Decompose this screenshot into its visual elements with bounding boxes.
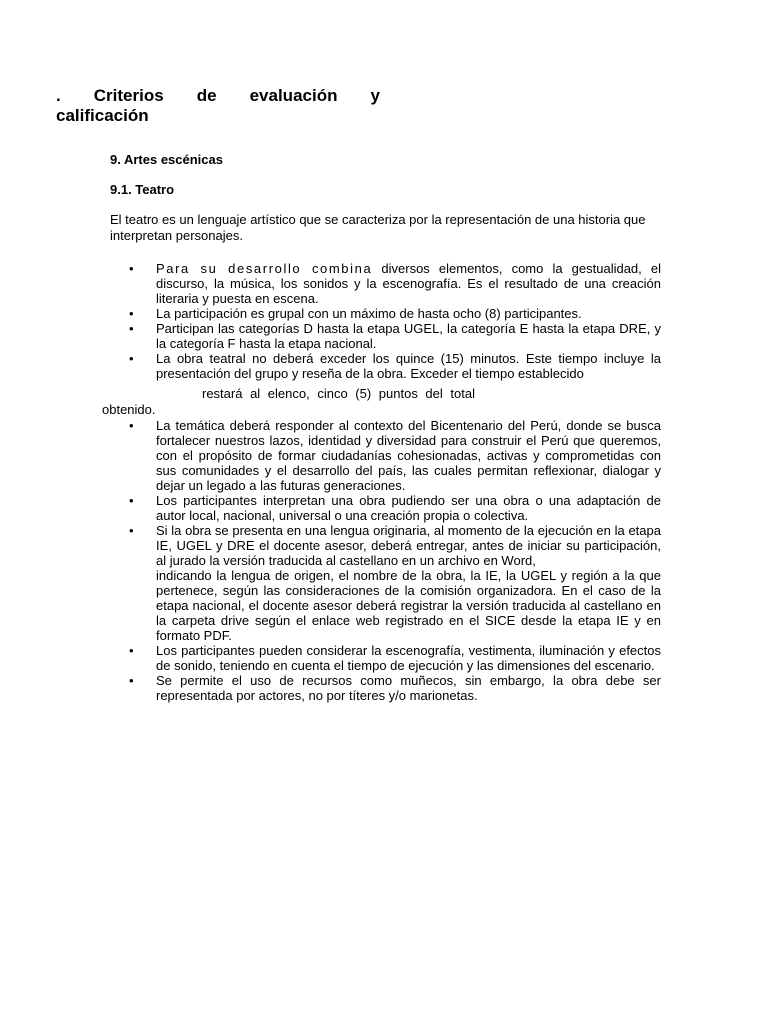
heading-word: y	[370, 86, 380, 105]
continuation-end: obtenido.	[102, 402, 156, 417]
list-item	[127, 418, 661, 493]
list-item	[127, 673, 661, 703]
bullet-text: Si la obra se presenta en una lengua originaria, al momento de la ejecución en la etapa IE, UGEL y DRE el docente asesor, deberá entregar, antes de iniciar su participación, al jurado la versión traducida al castellano en un archivo en Word,	[156, 523, 661, 568]
list-item	[127, 493, 661, 523]
bullet-list-a	[127, 261, 661, 381]
intro-paragraph: El teatro es un lenguaje artístico que se caracteriza por la representación de una historia que interpretan personajes.	[110, 212, 646, 243]
heading-word: .	[56, 86, 61, 105]
bullet-icon: •	[129, 351, 134, 366]
list-item	[127, 306, 661, 321]
bullet-text-spaced: Para su desarrollo combina	[156, 261, 373, 276]
bullet-text: Los participantes interpretan una obra pudiendo ser una obra o una adaptación de autor local, nacional, universal o una creación propia o colectiva.	[156, 493, 661, 523]
heading-line-1	[56, 86, 380, 106]
list-item	[127, 643, 661, 673]
section-heading	[56, 86, 380, 126]
bullet-text: La temática deberá responder al contexto del Bicentenario del Perú, donde se busca fortalecer nuestros lazos, identidad y diversidad para construir el Perú que queremos, con el propósito de formar ciudadanías cohesionadas, activas y comprometidas con sus comunidades y el desarrollo del país, las cuales permitan reflexionar, dialogar y dejar un legado a las futuras generaciones.	[156, 418, 661, 493]
section-title: 9. Artes escénicas	[110, 152, 223, 167]
bullet-icon: •	[129, 673, 134, 688]
list-item	[127, 523, 661, 643]
bullet-text: Participan las categorías D hasta la etapa UGEL, la categoría E hasta la etapa DRE, y la categoría F hasta la etapa nacional.	[156, 321, 661, 351]
bullet-list-b	[127, 418, 661, 703]
bullet-text: La participación es grupal con un máximo de hasta ocho (8) participantes.	[156, 306, 582, 321]
heading-line-2: calificación	[56, 106, 149, 125]
bullet-text: Los participantes pueden considerar la escenografía, vestimenta, iluminación y efectos de sonido, teniendo en cuenta el tiempo de ejecución y las dimensiones del escenario.	[156, 643, 661, 673]
bullet-icon: •	[129, 306, 134, 321]
bullet-text-continued: indicando la lengua de origen, el nombre de la obra, la IE, la UGEL y región a la que pertenece, según las consideraciones de la comisión organizadora. En el caso de la etapa nacional, el docente asesor deberá registrar la versión traducida al castellano en la carpeta drive según el enlace web registrado en el SICE desde la etapa IE y en formato PDF.	[156, 568, 661, 643]
heading-word: de	[196, 86, 217, 105]
continuation-line: restará al elenco, cinco (5) puntos del total	[202, 386, 475, 401]
bullet-text: La obra teatral no deberá exceder los quince (15) minutos. Este tiempo incluye la presentación del grupo y reseña de la obra. Exceder el tiempo establecido	[156, 351, 661, 381]
heading-word: Criterios	[93, 86, 164, 105]
bullet-icon: •	[129, 261, 134, 276]
heading-word: evaluación	[249, 86, 338, 105]
bullet-text: diversos elementos, como la gestualidad, el discurso, la música, los sonidos y la escenografía. Es el resultado de una creación literaria y puesta en escena.	[156, 261, 661, 306]
bullet-icon: •	[129, 321, 134, 336]
subsection-title: 9.1. Teatro	[110, 182, 175, 197]
bullet-icon: •	[129, 493, 134, 508]
bullet-icon: •	[129, 523, 134, 538]
bullet-icon: •	[129, 643, 134, 658]
bullet-icon: •	[129, 418, 134, 433]
list-item	[127, 351, 661, 381]
bullet-text: Se permite el uso de recursos como muñecos, sin embargo, la obra debe ser representada por actores, no por títeres y/o marionetas.	[156, 673, 661, 703]
list-item	[127, 321, 661, 351]
list-item	[127, 261, 661, 306]
